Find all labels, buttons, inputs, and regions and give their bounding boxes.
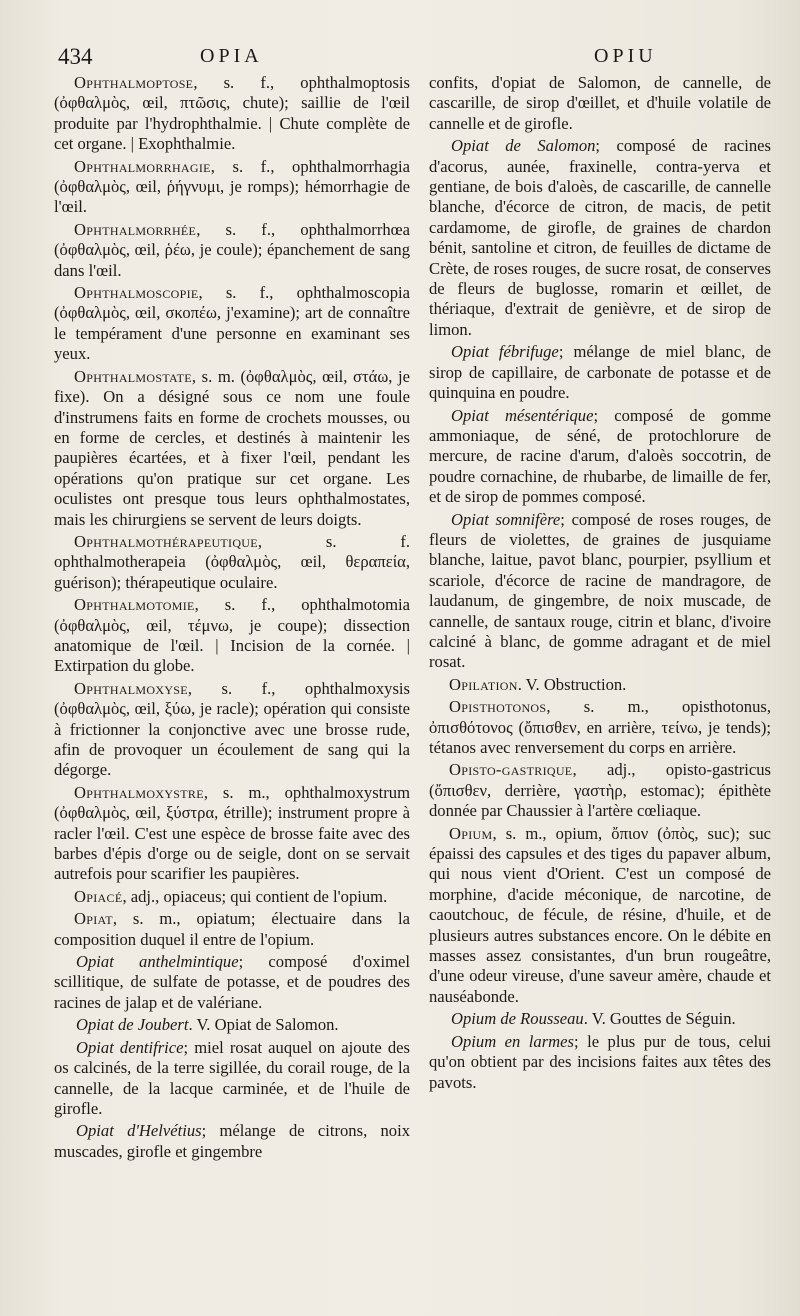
entry-headword: Ophthalmotomie (74, 595, 195, 615)
entry-definition: ; composé de gomme ammoniaque, de séné, de protochlorure de mercure, de racine d'arum, d'aloès soccotrin, de poudre cornachine, de rhubarbe, de limaille de fer, et de sirop de pommes composé. (429, 405, 771, 507)
entry-definition: , s. m., opium, ὄπιον (ὀπὸς, suc); suc épaissi des capsules et des tiges du papaver album, qui nous vient d'Orient. C'est un composé de morphine, d'acide méconique, de narcotine, de caoutchouc, de fécule, de résine, d'huile, et de plusieurs autres substances encore. On le débite en masses assez consistantes, d'un brun rougeâtre, d'une odeur vireuse, d'une saveur amère, chaude et nauséabonde. (429, 823, 771, 1006)
dictionary-entry (429, 73, 771, 134)
entry-headword: Opisthotonos (449, 697, 547, 717)
running-head (58, 44, 760, 74)
entry-headword: Ophthalmostate (74, 366, 192, 386)
dictionary-entry (54, 1121, 410, 1162)
entry-definition: . V. Obstruction. (517, 674, 627, 694)
entry-headword: Opium de Rousseau (451, 1009, 584, 1029)
dictionary-entry (429, 510, 771, 673)
entry-headword: Ophthalmoxyse (74, 678, 188, 698)
entry-headword: Ophthalmoptose (74, 73, 194, 92)
entry-headword: Ophthalmoxystre (74, 782, 204, 802)
entry-headword: Opiat anthelmintique (76, 952, 239, 972)
entry-headword: Opisto-gastrique (449, 760, 573, 780)
dictionary-entry (54, 1038, 410, 1120)
entry-headword: Opilation (449, 674, 518, 694)
entry-definition: , s. f., ophthalmoscopia (ὀφθαλμὸς, œil, σκοπέω, j'examine); art de connaître le tempérament d'une personne en examinant ses yeux. (54, 283, 410, 364)
left-column (54, 73, 410, 1164)
dictionary-entry (54, 532, 410, 593)
dictionary-entry (54, 909, 410, 950)
dictionary-entry (429, 136, 771, 340)
entry-definition: , s. m., opisthotonus, ὀπισθότονος (ὄπισθεν, en arrière, τείνω, je tends); tétanos avec renversement du corps en arrière. (429, 697, 771, 757)
entry-definition: . V. Opiat de Salomon. (188, 1015, 339, 1035)
entry-definition: , s. f. ophthalmotherapeia (ὀφθαλμὸς, œil, θεραπεία, guérison); thérapeutique oculaire. (54, 531, 410, 592)
entry-definition: , adj., opisto-gastricus (ὄπισθεν, derrière, γαστὴρ, estomac); épithète donnée par Chaussier à l'artère cœliaque. (429, 760, 771, 821)
entry-definition: , s. m., opiatum; électuaire dans la composition duquel il entre de l'opium. (54, 909, 410, 949)
entry-definition: ; mélange de citrons, noix muscades, girofle et gingembre (54, 1121, 410, 1161)
entry-headword: Opiat (74, 909, 113, 929)
entry-definition: , s. f., ophthalmotomia (ὀφθαλμὸς, œil, τέμνω, je coupe); dissection anatomique de l'œil. | Incision de la cornée. | Extirpation du globe. (54, 595, 410, 676)
entry-headword: Ophthalmothérapeutique (74, 531, 258, 551)
dictionary-entry (429, 675, 771, 695)
dictionary-entry (54, 73, 410, 155)
right-running-head: OPIU (594, 45, 657, 67)
entry-definition: , s. f., ophthalmorrhœa (ὀφθαλμὸς, œil, ῥέω, je coule); épanchement de sang dans l'œil. (54, 219, 410, 280)
dictionary-entry (429, 342, 771, 403)
dictionary-entry (54, 220, 410, 281)
dictionary-entry (429, 697, 771, 758)
dictionary-entry (54, 952, 410, 1013)
page-number: 434 (58, 44, 93, 69)
entry-definition: ; composé d'oximel scillitique, de sulfate de potasse, et de poudres des racines de jalap et de valériane. (54, 952, 410, 1012)
entry-definition: , s. m., ophthalmoxystrum (ὀφθαλμὸς, œil, ξύστρα, étrille); instrument propre à racler l'œil. C'est une espèce de brosse faite avec des barbes d'épis d'orge ou de seigle, dont on se servait autrefois pour scarifier les paupières. (54, 782, 410, 884)
dictionary-entry (54, 283, 410, 365)
dictionary-entry (54, 595, 410, 677)
entry-definition: . V. Gouttes de Séguin. (583, 1009, 736, 1029)
entry-headword: Ophthalmoscopie (74, 283, 199, 303)
entry-headword: Ophthalmorrhée (74, 219, 197, 239)
entry-definition: ; miel rosat auquel on ajoute des os calcinés, de la terre sigillée, du corail rouge, de la cannelle, de la lacque carminée, et de l'huile de girofle. (54, 1037, 410, 1118)
entry-headword: Opiat dentifrice (76, 1037, 184, 1057)
right-column (429, 73, 771, 1095)
entry-definition: , s. m. (ὀφθαλμὸς, œil, στάω, je fixe). On a désigné sous ce nom une foule d'instrumens faits en forme de crochets mousses, ou en forme de cercles, et destinés à maintenir les paupières écartées, et à fixer l'œil, pendant les opérations qu'on pratique sur cet organe. Les oculistes ont presque tous leurs ophthalmostates, mais les chirurgiens se servent de leurs doigts. (54, 366, 410, 529)
entry-definition: confits, d'opiat de Salomon, de cannelle, de cascarille, de sirop d'œillet, et d'huile volatile de cannelle et de girofle. (429, 73, 771, 133)
entry-headword: Ophthalmorrhagie (74, 156, 211, 176)
entry-headword: Opiat de Joubert (76, 1015, 189, 1035)
left-running-head: OPIA (200, 45, 263, 67)
dictionary-entry (54, 367, 410, 530)
entry-headword: Opiacé (74, 886, 123, 906)
entry-definition: , adj., opiaceus; qui contient de l'opium. (122, 886, 388, 906)
dictionary-entry (429, 1032, 771, 1093)
dictionary-entry (54, 157, 410, 218)
dictionary-entry (54, 1015, 410, 1035)
dictionary-entry (54, 679, 410, 781)
entry-definition: , s. f., ophthalmoptosis (ὀφθαλμὸς, œil, πτῶσις, chute); saillie de l'œil produite par l'hydrophthalmie. | Chute complète de cet organe. | Exophthalmie. (54, 73, 410, 154)
entry-headword: Opium (449, 823, 493, 843)
entry-definition: , s. f., ophthalmorrhagia (ὀφθαλμὸς, œil, ῥήγνυμι, je romps); hémorrhagie de l'œil. (54, 156, 410, 217)
entry-headword: Opiat fébrifuge (451, 342, 559, 362)
dictionary-entry (429, 824, 771, 1008)
dictionary-entry (429, 406, 771, 508)
entry-definition: ; composé de roses rouges, de fleurs de violettes, de graines de jusquiame blanche, laitue, pavot blanc, pourpier, psyllium et scariole, d'écorce de racine de mandragore, de laudanum, de gingembre, de noix muscade, de cannelle, de santaux rouge, citrin et blanc, d'ivoire calciné à blanc, de gomme adragant et de miel rosat. (429, 509, 772, 672)
entry-headword: Opium en larmes (451, 1031, 574, 1051)
entry-definition: , s. f., ophthalmoxysis (ὀφθαλμὸς, œil, ξύω, je racle); opération qui consiste à frictionner la conjonctive avec une brosse rude, afin de provoquer un écoulement de sang qui la dégorge. (54, 678, 410, 780)
dictionary-entry (54, 887, 410, 907)
entry-definition: ; mélange de miel blanc, de sirop de capillaire, de carbonate de potasse et de quinquina en poudre. (429, 342, 771, 403)
entry-headword: Opiat somnifère (451, 509, 561, 529)
entry-definition: ; le plus pur de tous, celui qu'on obtient par des incisions faites aux têtes des pavots. (429, 1031, 771, 1092)
dictionary-entry (429, 1009, 771, 1029)
entry-headword: Opiat de Salomon (451, 136, 596, 156)
entry-definition: ; composé de racines d'acorus, aunée, fraxinelle, contra-yerva et gentiane, de bois d'aloès, de cascarille, de cannelle blanche, d'écorce de citron, de macis, de petit cardamome, de girofle, de graines de chardon bénit, santoline et citron, de feuilles de dictame de Crète, de roses rouges, de sucre rosat, de conserves de fleurs de buglosse, romarin et œillet, de thériaque, d'extrait de genièvre, et de sirop de limon. (429, 136, 771, 339)
dictionary-entry (429, 760, 771, 821)
entry-headword: Opiat d'Helvétius (76, 1121, 202, 1141)
entry-headword: Opiat mésentérique (451, 405, 594, 425)
dictionary-entry (54, 783, 410, 885)
